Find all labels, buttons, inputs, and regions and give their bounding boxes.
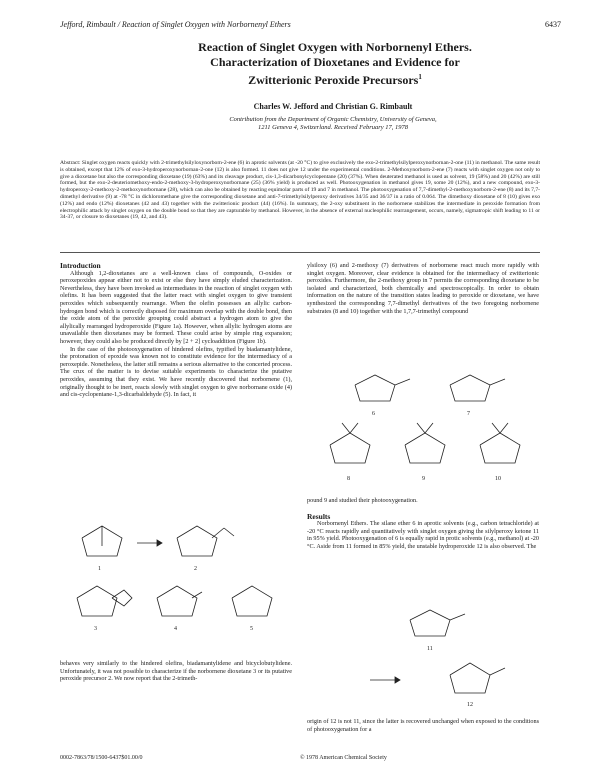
structure-4 [157, 586, 202, 632]
structure-11 [410, 610, 465, 652]
label-11: 11 [427, 646, 433, 652]
scheme-figure-right-bottom [310, 600, 538, 715]
structure-9 [405, 423, 445, 482]
title-line-3: Zwitterionic Peroxide Precursors$^1$ [248, 73, 422, 87]
results-heading: Results [307, 511, 331, 521]
left-column-bottom [60, 660, 292, 720]
label-2: 2 [194, 566, 197, 572]
right-column-mid [307, 497, 539, 597]
divider [60, 252, 540, 253]
abstract: Abstract: Singlet oxygen reacts quickly with 2-trimethylsilyloxynorborn-2-ene (6) in aprotic solvents (at -20 °C) to give exclusively the exo-2-trimethylsilylperoxynorbornan-2-one (11) in methanol. The same result is obtained, except that 12% of exo-3-hydroperoxynorbornan-2-one (12) is also formed. 11 does not give 12 under the experimental conditions. 2-Methoxynorborn-2-ene (7) reacts with singlet oxygen not only to give a dioxetane but also the corresponding dioxetane (19) (63%) and its cleavage product, cis-1,3-dicarbonylcyclopentane (20) (37%). When deuterated methanol is used as solvent, 19 (58%) and 20 (42%) are still formed, but the exo-2-deuteriomethoxy-endo-2-methoxy-3-hydroperoxynorbornane (25) (36% yield) is produced as well. Photooxygenation in methanol gives 19, some 20 (12%), and a new compound, exo-3-hydroperoxy-2-methoxy-2-methoxynorbornane (28), which can also be obtained by reacting equimolar parts of 19 and 7 in methanol. The photooxygenation of 7,7-dimethyl-2-methoxynorborn-2-ene (8) and its 7,7-dimethyl derivative (9) at -78 °C in dichloromethane give the corresponding dioxetane and anti-7-trimethylsilylperoxy derivatives 34/35 and 36/37 in a ratio of 0.064. The dimethoxy dioxetane of 8 (10) gives exo (12%) and endo (12%) dioxetanes (42 and 43) together with the zwitterionic product (44) (16%). In summary, the 2-oxy substituent in the norbornene stabilizes the intermediate in peroxide formation from electrophilic attack by singlet oxygen on the double bond so that they are capturable by methanol. However, in the absence of external nucleophilic rearrangement, occurs, namely, sigmatropic shift leading to 11 or 34-37, or closure to dioxetanes (19, 42, and 43). [60, 160, 540, 221]
label-1: 1 [98, 566, 101, 572]
structure-10 [480, 423, 520, 482]
right-column-top [307, 262, 539, 362]
right-paragraph-1: ylsiloxy (6) and 2-methoxy (7) derivatives of norbornene react much more rapidly with singlet oxygen. Moreover, clear evidence is obtained for the intermediacy of zwitterionic peroxides. Furthermore, the 2-methoxy group in 7 permits the corresponding dioxetane to be isolated and characterized, both chemically and spectroscopically. In order to obtain information on the nature of the transition states leading to peroxide or dioxetane, we have synthesized the corresponding 7,7-dimethyl derivatives of the two foregoing norbornene substrates (8 and 10) together with the 1,7,7-trimethyl compound [307, 262, 539, 315]
structure-2 [177, 526, 234, 572]
scheme-figure-right-top [310, 365, 538, 495]
structure-5 [232, 586, 272, 632]
structure-3 [77, 586, 132, 632]
scheme-figure-left [62, 498, 290, 638]
label-12: 12 [467, 702, 473, 708]
label-10: 10 [495, 476, 501, 482]
label-6: 6 [372, 411, 375, 417]
affiliation-line-1: Contribution from the Department of Organic Chemistry, University of Geneva, [229, 116, 437, 123]
structure-7 [450, 375, 505, 417]
results-paragraph-1: Norbornenyl Ethers. The silane ether 6 in aprotic solvents (e.g., carbon tetrachloride) at -20 °C reacts rapidly and quantitatively with singlet oxygen giving the silylperoxy ketone 11 in 95% yield. Photooxygenation of 6 is equally rapid in protic solvents (e.g., methanol) at -20 °C. Aside from 11 formed in 85% yield, the unstable hydroperoxide 12 is also observed. The [307, 520, 539, 550]
article-title [170, 40, 500, 88]
left-column-top [60, 262, 292, 492]
footer-code: 0002-7863/78/1500-6437$01.00/0 [60, 755, 143, 761]
intro-paragraph-2: In the case of the photooxygenation of hindered olefins, typified by biadamantylidene, the protonation of epoxide was known not to constitute evidence for the intermediacy of a peroxepide. Nonetheless, the latter still remains a serious alternative to the concerted process. The crux of the matter is to devise suitable experiments to characterize the putative peroxides, assuming that they exist. We have recently discovered that norbornene (1), originally thought to be inert, reacts slowly with singlet oxygen to give norbornane oxide (4) and cis-cyclopentane-1,3-dicarbaldehyde (5). In fact, it [60, 345, 292, 399]
title-line-1: Reaction of Singlet Oxygen with Norbornenyl Ethers. [198, 40, 472, 54]
label-7: 7 [467, 411, 470, 417]
label-4: 4 [174, 626, 177, 632]
label-3: 3 [94, 626, 97, 632]
label-8: 8 [347, 476, 350, 482]
label-9: 9 [422, 476, 425, 482]
intro-paragraph-1: Although 1,2-dioxetanes are a well-known class of compounds, O-oxides or peroxepoxides appear either not to exist or else they have simply eluded characterization. Nevertheless, they have been invoked as intermediates in the reaction of singlet oxygen with olefins. It has been suggested that the latter react with singlet oxygen to give transient peroxides which subsequently rearrange. When the olefin possesses an allylic carbon-hydrogen bond which is correctly disposed for maximum overlap with the double bond, then the oxide atom of the peroxide grouping could abstract a hydrogen atom to give the allylically rearranged hydroperoxide (Figure 1a). However, when allylic hydrogen atoms are unavailable then dioxetanes may be formed. These could arise by simple ring expansion; however, they could also be produced directly by [2 + 2] cycloaddition (Figure 1b). [60, 269, 292, 345]
right-paragraph-2: pound 9 and studied their photooxygenation. [307, 497, 418, 504]
structure-8 [330, 423, 370, 482]
authors: Charles W. Jefford and Christian G. Rimbault [253, 102, 413, 111]
structure-12 [450, 663, 505, 708]
structure-6 [355, 375, 410, 417]
right-column-bottom [307, 718, 539, 742]
intro-paragraph-3: behaves very similarly to the hindered olefins, biadamantylidene and bicyclobutylidene. Unfortunately, it was not possible to characterize if the norbornene dioxetane 3 or its putative peroxide precursor 2. We now report that the 2-trimeth- [60, 660, 292, 683]
results-paragraph-2: origin of 12 is not 11, since the latter is recovered unchanged when exposed to the conditions of photooxygenation for a [307, 718, 539, 733]
page-number: 6437 [545, 20, 561, 29]
footer-copyright: © 1978 American Chemical Society [300, 755, 387, 761]
affiliation [168, 116, 498, 132]
affiliation-line-2: 1211 Geneva 4, Switzerland. Received February 17, 1978 [257, 124, 409, 131]
label-5: 5 [250, 626, 253, 632]
introduction-heading: Introduction [60, 262, 101, 270]
running-head: Jefford, Rimbault / Reaction of Singlet Oxygen with Norbornenyl Ethers [60, 20, 291, 29]
structure-1 [82, 526, 122, 572]
title-line-2: Characterization of Dioxetanes and Evidence for [210, 55, 460, 69]
